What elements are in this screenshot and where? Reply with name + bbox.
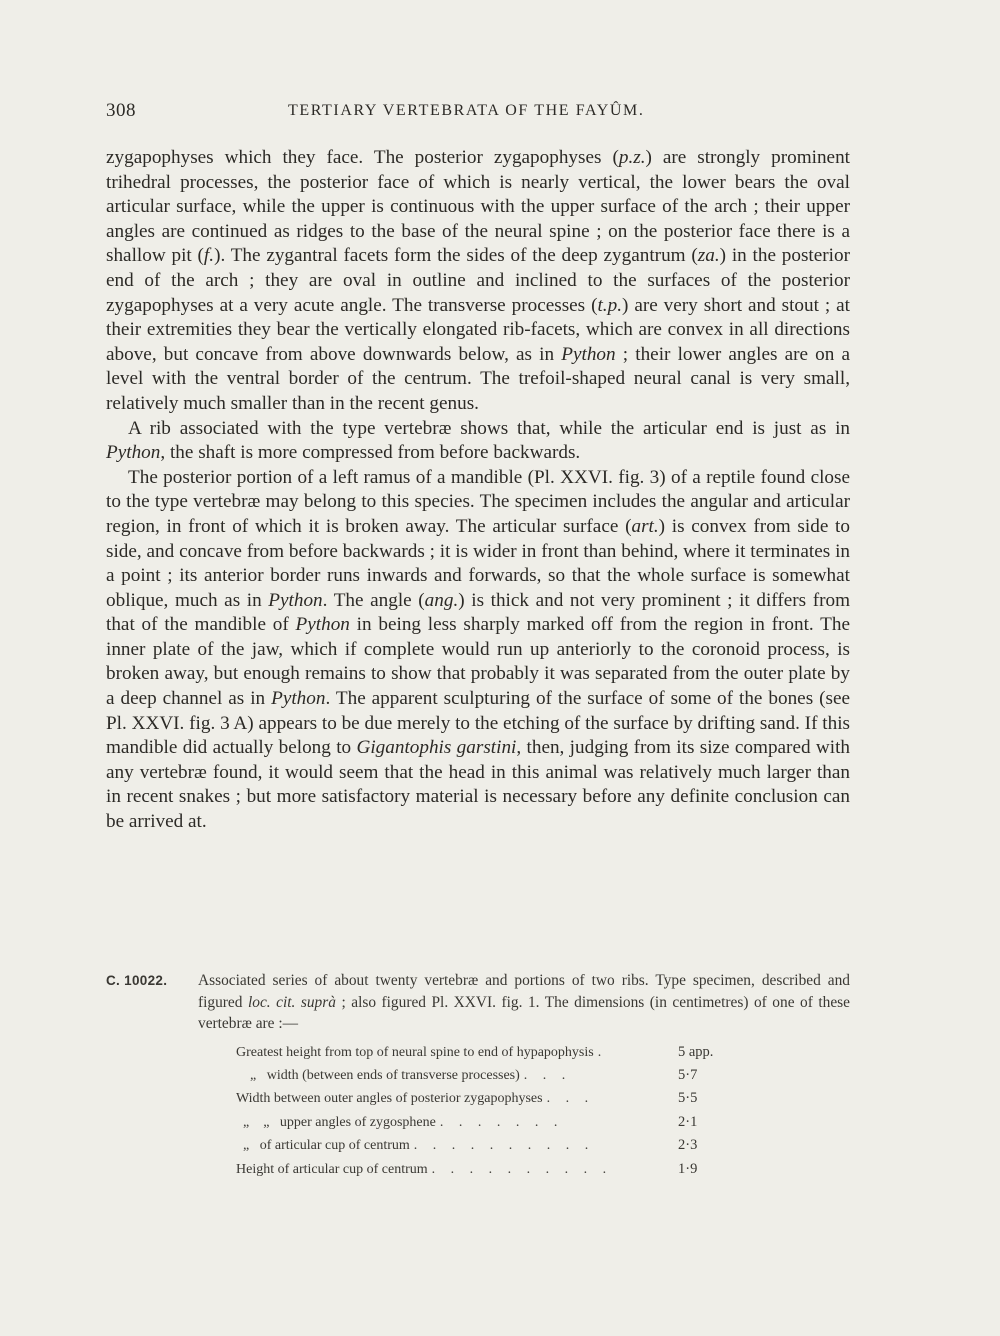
dimensions-table — [236, 1041, 736, 1181]
dimension-row — [236, 1087, 736, 1110]
dimension-row — [236, 1158, 736, 1181]
dimension-label: „ of articular cup of centrum — [236, 1138, 410, 1154]
dimension-label: „ width (between ends of transverse processes) — [236, 1067, 520, 1083]
dot-leader: . — [597, 1044, 608, 1060]
dimension-label: „ „ upper angles of zygosphene — [236, 1114, 436, 1130]
dimension-value: 2·3 — [678, 1137, 698, 1154]
dimension-row — [236, 1134, 736, 1157]
catalogue-entry — [106, 970, 850, 1181]
paragraph-rib: A rib associated with the type vertebræ shows that, while the articular end is just as in Python, the shaft is more compressed from before backwards. — [106, 417, 850, 464]
dot-leader: . . . . . . . — [439, 1114, 564, 1130]
specimen-number: C. 10022. — [106, 973, 168, 988]
paragraph-vertebra-description: zygapophyses which they face. The posterior zygapophyses (p.z.) are strongly prominent trihedral processes, the posterior face of which is nearly vertical, the lower bears the oval articular surface, while the upper is continuous with the upper surface of the arch ; their upper angles are continued as ridges to the base of the neural spine ; on the posterior face there is a shallow pit (f.). The zygantral facets form the sides of the deep zygantrum (za.) in the posterior end of the arch ; they are oval in outline and inclined to the surfaces of the posterior zygapophyses at a very acute angle. The transverse processes (t.p.) are very short and stout ; at their extremities they bear the vertically elongated rib-facets, which are convex in all directions above, but concave from above downwards below, as in Python ; their lower angles are on a level with the ventral border of the centrum. The trefoil-shaped neural canal is very small, relatively much smaller than in the recent genus. — [106, 147, 851, 414]
dimension-row — [236, 1111, 736, 1134]
dimension-value: 5·7 — [678, 1066, 698, 1083]
dimension-value: 1·9 — [678, 1160, 698, 1177]
dimension-value: 2·1 — [678, 1113, 698, 1130]
dimension-label: Width between outer angles of posterior zygapophyses — [236, 1091, 543, 1107]
dot-leader: . . . . . . . . . . — [413, 1138, 595, 1154]
running-title: TERTIARY VERTEBRATA OF THE FAYÛM. — [288, 102, 645, 119]
dot-leader: . . . . . . . . . . — [431, 1161, 613, 1177]
page-header — [106, 100, 854, 130]
dimension-value: 5 app. — [678, 1043, 714, 1060]
dimension-label: Height of articular cup of centrum — [236, 1161, 428, 1177]
body-text — [106, 146, 850, 835]
catalogue-description: C. 10022. Associated series of about twenty vertebræ and portions of two ribs. Type specimen, described and figured loc. cit. suprà ; also figured Pl. XXVI. fig. 1. The dimensions (in centimetres) of one of these vertebræ are :— — [106, 972, 850, 1032]
paragraph-mandible: The posterior portion of a left ramus of a mandible (Pl. XXVI. fig. 3) of a reptile found close to the type vertebræ may belong to this species. The specimen includes the angular and articular region, in front of which it is broken away. The articular surface (art.) is convex from side to side, and concave from before backwards ; it is wider in front than behind, where it terminates in a point ; its anterior border runs inwards and forwards, so that the whole surface is somewhat oblique, much as in Python. The angle (ang.) is thick and not very prominent ; it differs from that of the mandible of Python in being less sharply marked off from the region in front. The inner plate of the jaw, which if complete would run up anteriorly to the coronoid process, is broken away, but enough remains to show that probably it was separated from the outer plate by a deep channel as in Python. The apparent sculpturing of the surface of some of the bones (see Pl. XXVI. fig. 3 A) appears to be due merely to the etching of the surface by drifting sand. If this mandible did actually belong to Gigantophis garstini, then, judging from its size compared with any vertebræ found, it would seem that the head in this animal was relatively much larger than in recent snakes ; but more satisfactory material is necessary before any definite conclusion can be arrived at. — [106, 466, 851, 833]
dimension-value: 5·5 — [678, 1090, 698, 1107]
dimension-row — [236, 1064, 736, 1087]
dimension-row — [236, 1041, 736, 1064]
dot-leader: . . . — [523, 1067, 572, 1083]
dimension-label: Greatest height from top of neural spine to end of hypapophysis — [236, 1044, 594, 1060]
dot-leader: . . . — [546, 1091, 595, 1107]
page-number: 308 — [106, 100, 136, 121]
